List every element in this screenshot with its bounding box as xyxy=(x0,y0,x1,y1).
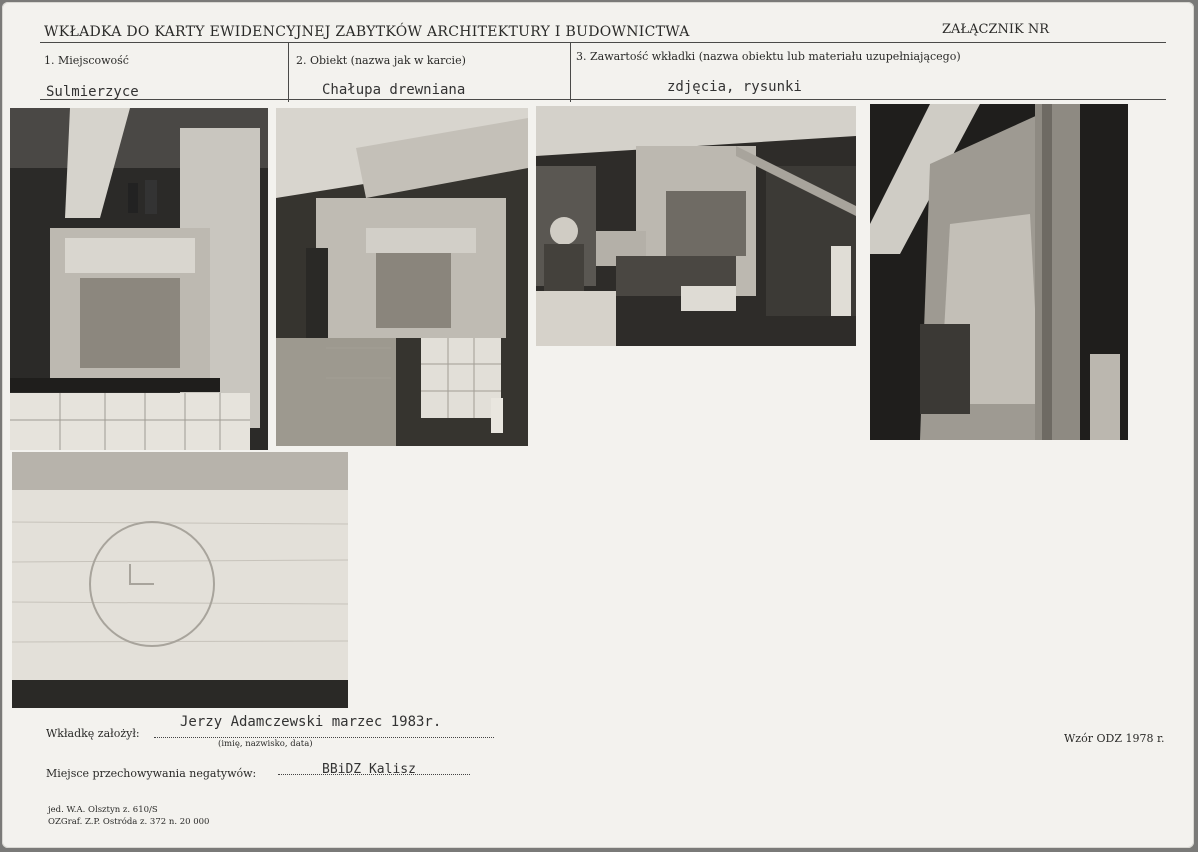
object-label: 2. Obiekt (nazwa jak w karcie) xyxy=(296,54,466,67)
annex-number-label: ZAŁĄCZNIK NR xyxy=(942,22,1050,37)
negatives-value: BBiDZ Kalisz xyxy=(322,762,416,777)
header-rule xyxy=(40,42,1166,43)
created-by-value: Jerzy Adamczewski marzec 1983r. xyxy=(180,714,442,730)
fields-rule xyxy=(40,99,1166,100)
locality-value: Sulmierzyce xyxy=(46,84,139,100)
locality-label: 1. Miejscowość xyxy=(44,54,129,67)
field-divider-2 xyxy=(570,42,571,102)
contents-value: zdjęcia, rysunki xyxy=(667,79,802,95)
field-divider-1 xyxy=(288,42,289,102)
object-value: Chałupa drewniana xyxy=(322,82,466,98)
negatives-label: Miejsce przechowywania negatywów: xyxy=(46,767,257,780)
created-by-hint: (imię, nazwisko, data) xyxy=(218,739,313,749)
record-card xyxy=(2,2,1194,848)
photo-stove xyxy=(10,108,268,450)
print-line-2: OZGraf. Z.P. Ostróda z. 372 n. 20 000 xyxy=(48,817,210,827)
photo-beam-mark xyxy=(12,452,348,708)
photo-interior xyxy=(536,106,856,346)
form-version: Wzór ODZ 1978 r. xyxy=(1064,732,1165,745)
card-title: WKŁADKA DO KARTY EWIDENCYJNEJ ZABYTKÓW ARCHITEKTURY I BUDOWNICTWA xyxy=(44,24,690,40)
created-by-line xyxy=(154,737,494,738)
photo-range xyxy=(276,108,528,446)
photo-wall xyxy=(870,104,1128,440)
print-line-1: jed. W.A. Olsztyn z. 610/S xyxy=(48,805,158,815)
contents-label: 3. Zawartość wkładki (nazwa obiektu lub materiału uzupełniającego) xyxy=(576,50,961,63)
created-by-label: Wkładkę założył: xyxy=(46,727,140,740)
